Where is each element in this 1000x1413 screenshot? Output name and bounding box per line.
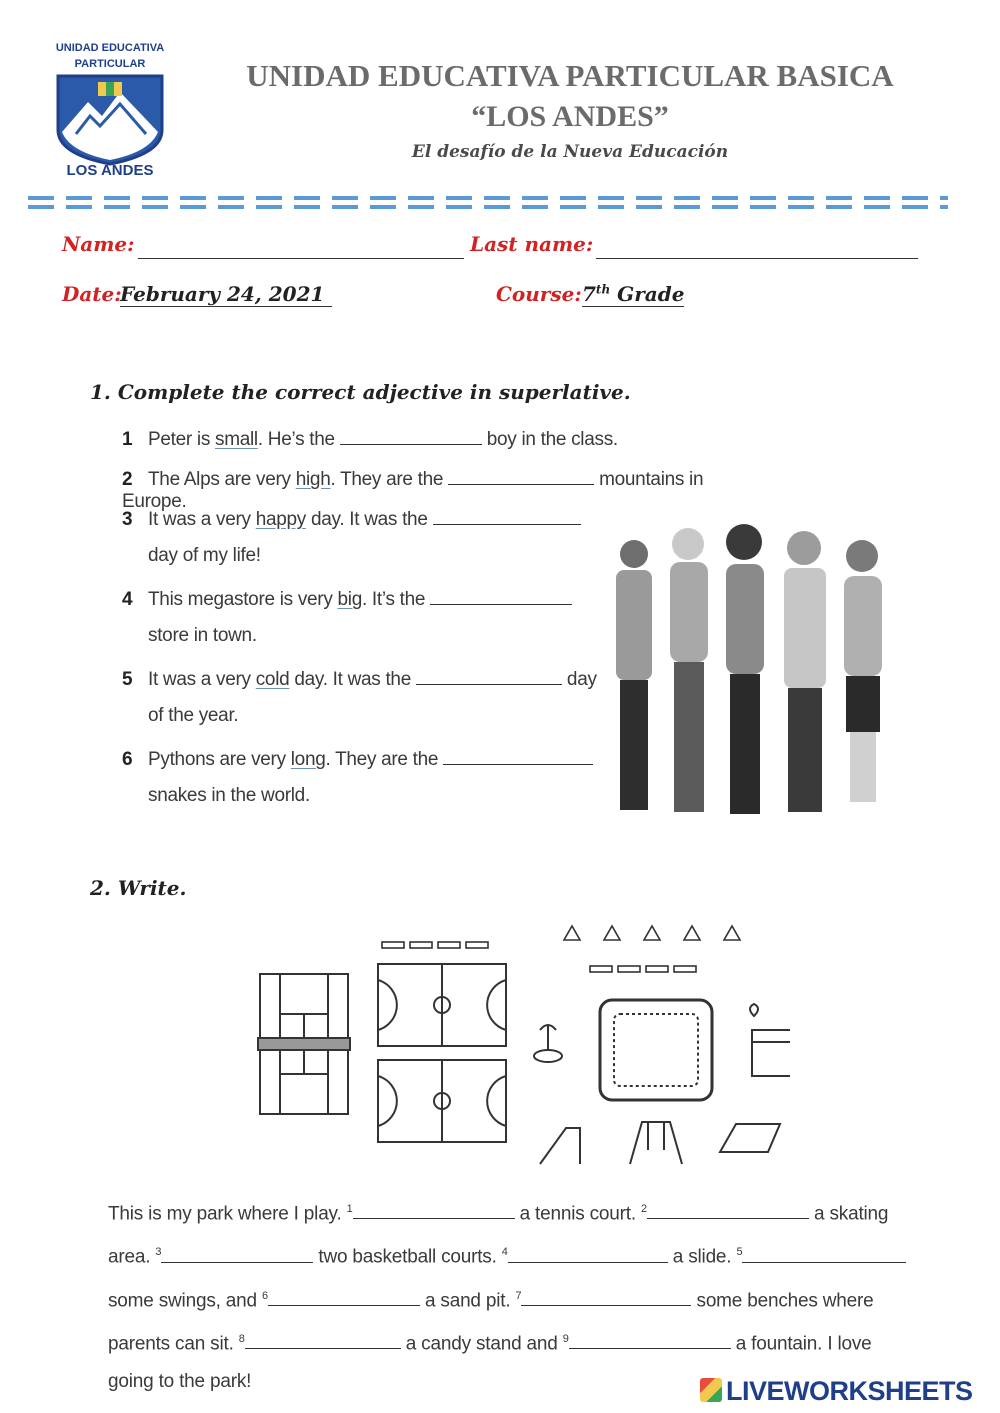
park-text: a slide.	[667, 1246, 737, 1268]
basketball-court-icon	[378, 964, 506, 1142]
children-photo	[604, 512, 894, 828]
exercise-text: . They are the	[325, 749, 444, 770]
course-num: 7	[582, 282, 596, 306]
exercise-number: 5	[122, 669, 133, 690]
last-name-label: Last name:	[470, 232, 594, 256]
exercise-adjective: small	[215, 429, 258, 450]
answer-blank-7[interactable]	[521, 1289, 691, 1306]
logo-top-text: UNIDAD EDUCATIVA	[55, 42, 165, 54]
exercise-text: . It’s the	[361, 589, 431, 610]
logo-bottom-text: LOS ANDES	[66, 162, 154, 179]
bench-icon	[382, 942, 696, 972]
fountain-icon	[534, 1025, 562, 1062]
date-value[interactable]: February 24, 2021	[120, 282, 332, 307]
swings-icon	[630, 1122, 682, 1164]
header-divider	[28, 194, 948, 212]
exercise-text: . He’s the	[257, 429, 340, 450]
answer-blank[interactable]	[443, 748, 593, 765]
blank-number: 2	[641, 1203, 647, 1215]
blank-number: 5	[736, 1246, 743, 1259]
date-label: Date:	[62, 282, 122, 306]
answer-blank[interactable]	[433, 508, 581, 525]
school-logo	[40, 40, 180, 180]
park-text: a sand pit.	[419, 1289, 516, 1311]
school-name: UNIDAD EDUCATIVA PARTICULAR BASICA	[246, 58, 894, 93]
candy-stand-icon	[750, 1004, 790, 1076]
exercise-text: boy in the class.	[481, 429, 618, 450]
answer-blank[interactable]	[340, 428, 482, 445]
lws-badge-icon	[700, 1378, 722, 1402]
lamp-icon	[564, 926, 740, 940]
exercise-text: The Alps are very	[148, 469, 296, 490]
exercise-text: day	[561, 669, 597, 690]
blank-number: 3	[155, 1246, 162, 1259]
answer-blank-9[interactable]	[569, 1332, 731, 1349]
answer-blank-5[interactable]	[742, 1246, 906, 1263]
answer-blank[interactable]	[448, 468, 594, 485]
exercise-text: Pythons are very	[148, 749, 291, 770]
exercise-number: 2	[122, 469, 133, 490]
park-text: going to the park!	[108, 1371, 252, 1393]
last-name-field[interactable]	[596, 258, 918, 259]
school-motto: El desafío de la Nueva Educación	[411, 142, 729, 162]
answer-blank-3[interactable]	[161, 1246, 313, 1263]
exercise-number: 3	[122, 509, 133, 530]
liveworksheets-logo	[700, 1376, 996, 1406]
blank-number: 7	[515, 1289, 522, 1302]
exercise-adjective: cold	[255, 669, 290, 690]
course-sup: th	[595, 282, 611, 297]
section2-title: 2. Write.	[90, 876, 187, 900]
mountain-shield-icon	[50, 72, 170, 167]
answer-blank-8[interactable]	[245, 1332, 401, 1349]
exercise-number: 1	[122, 429, 133, 450]
exercise-line2: store in town.	[148, 625, 257, 646]
blank-number: 4	[501, 1246, 508, 1259]
park-text: two basketball courts.	[313, 1246, 502, 1268]
park-text: some benches where	[691, 1289, 874, 1311]
exercise-adjective: high	[295, 469, 331, 490]
park-text: a fountain. I love	[730, 1333, 872, 1355]
exercise-adjective: big	[337, 589, 362, 610]
exercise-item	[122, 428, 762, 465]
exercise-text: Peter is	[148, 429, 215, 450]
exercise-adjective: happy	[255, 509, 307, 530]
exercise-text: It was a very	[148, 509, 256, 530]
course-rest: Grade	[610, 282, 685, 306]
exercise-adjective: long	[290, 749, 326, 770]
exercise-line2: of the year.	[148, 705, 239, 726]
exercise-text: This megastore is very	[148, 589, 338, 610]
exercise-text: . They are the	[330, 469, 449, 490]
tennis-court-icon	[258, 974, 350, 1114]
section1-title: 1. Complete the correct adjective in superlative.	[90, 380, 631, 404]
exercise-line2: snakes in the world.	[148, 785, 310, 806]
course-label: Course:	[496, 282, 582, 306]
slide-icon	[540, 1128, 580, 1164]
answer-blank-2[interactable]	[647, 1202, 809, 1219]
sand-pit-icon	[720, 1124, 780, 1152]
skating-area-icon	[600, 1000, 712, 1100]
course-value[interactable]	[582, 282, 684, 307]
school-quote: “LOS ANDES”	[471, 100, 669, 133]
answer-blank[interactable]	[430, 588, 572, 605]
answer-blank-6[interactable]	[268, 1289, 420, 1306]
exercise-text: day. It was the	[289, 669, 416, 690]
park-text: a candy stand and	[400, 1333, 563, 1355]
park-map	[250, 918, 790, 1178]
exercise-text: mountains in Europe.	[122, 469, 704, 512]
name-label: Name:	[62, 232, 135, 256]
exercise-text: It was a very	[148, 669, 256, 690]
exercise-text: day. It was the	[306, 509, 433, 530]
park-paragraph	[108, 1190, 958, 1401]
brand-text: LIVEWORKSHEETS	[726, 1376, 973, 1406]
blank-number: 9	[562, 1332, 569, 1345]
answer-blank[interactable]	[416, 668, 562, 685]
blank-number: 1	[346, 1203, 353, 1215]
exercise-line2: day of my life!	[148, 545, 261, 566]
park-text: parents can sit.	[108, 1333, 239, 1355]
blank-number: 8	[238, 1332, 245, 1345]
park-text: some swings, and	[108, 1289, 262, 1311]
blank-number: 6	[261, 1289, 268, 1302]
exercise-number: 4	[122, 589, 133, 610]
name-field[interactable]	[138, 258, 464, 259]
logo-mid-text: PARTICULAR	[74, 58, 146, 70]
park-text: a skating	[808, 1203, 889, 1225]
answer-blank-1[interactable]	[353, 1202, 515, 1219]
park-text: This is my park where I play.	[108, 1203, 347, 1225]
park-text: area.	[108, 1246, 156, 1268]
answer-blank-4[interactable]	[508, 1246, 668, 1263]
exercise-number: 6	[122, 749, 133, 770]
park-text: a tennis court.	[514, 1203, 642, 1225]
